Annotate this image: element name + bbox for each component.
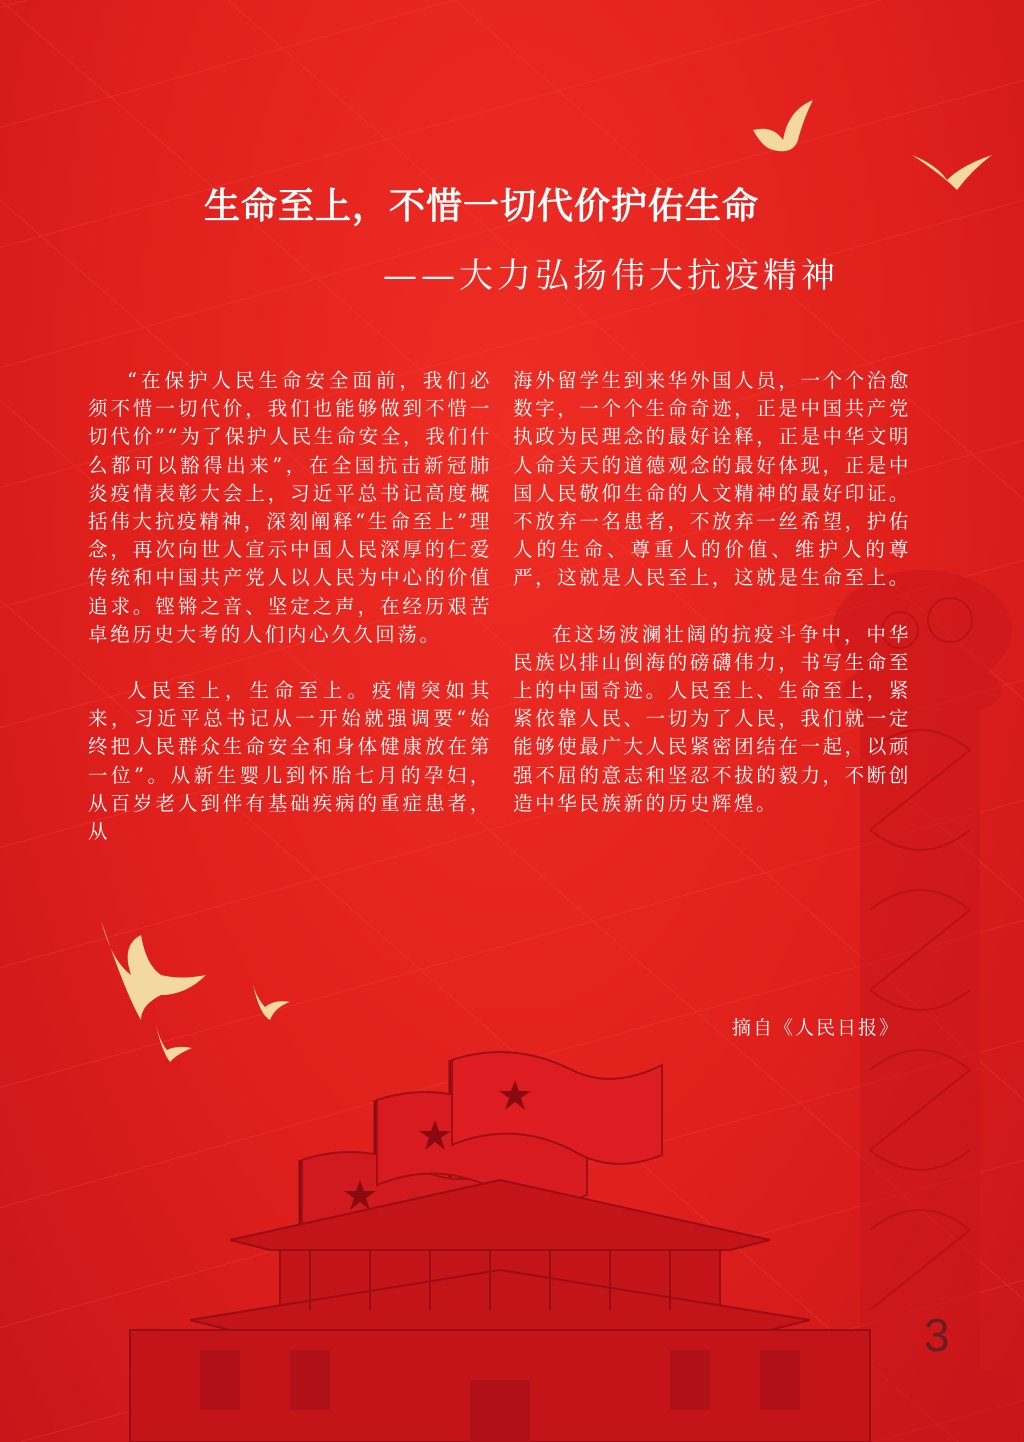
dove-icon [150, 1022, 195, 1062]
paragraph: 海外留学生到来华外国人员，一个个治愈数字，一个个生命奇迹，正是中国共产党执政为民理念的最好诠释，正是中华文明人命关天的道德观念的最好体现，正是中国人民敬仰生命的人文精神的最好印证。不放弃一名患者，不放弃一丝希望，护佑人的生命、尊重人的价值、维护人的尊严，这就是人民至上，这就是生命至上。 [513, 369, 911, 590]
left-column [88, 367, 492, 846]
dove-icon [96, 920, 206, 1020]
paragraph: “在保护人民生命安全面前，我们必须不惜一切代价，我们也能够做到不惜一切代价”“为了保护人民生命安全，我们什么都可以豁得出来”，在全国抗击新冠肺炎疫情表彰大会上，习近平总书记高度概括伟大抗疫精神，深刻阐释“生命至上”理念，再次向世人宣示中国人民深厚的仁爱传统和中国共产党人以人民为中心的价值追求。铿锵之音、坚定之声，在经历艰苦卓绝历史大考的人们内心久久回荡。 [88, 369, 492, 646]
tiananmen-gate-illustration [110, 1150, 890, 1442]
paragraph: 在这场波澜壮阔的抗疫斗争中，中华民族以排山倒海的磅礴伟力，书写生命至上的中国奇迹。人民至上、生命至上，紧紧依靠人民、一切为了人民，我们就一定能够使最广大人民紧密团结在一起，以顽强不屈的意志和坚忍不拔的毅力，不断创造中华民族新的历史辉煌。 [513, 622, 911, 815]
dove-icon [748, 95, 818, 160]
main-title: 生命至上，不惜一切代价护佑生命 [204, 186, 760, 227]
page-number: 3 [924, 1309, 950, 1361]
sub-title: ——大力弘扬伟大抗疫精神 [383, 256, 839, 296]
dove-icon [248, 985, 293, 1020]
source-citation: 摘自《人民日报》 [732, 1017, 901, 1039]
right-column [513, 367, 911, 818]
paragraph: 人民至上，生命至上。疫情突如其来，习近平总书记从一开始就强调要“始终把人民群众生命安全和身体健康放在第一位”。从新生婴儿到怀胎七月的孕妇，从百岁老人到伴有基础疾病的重症患者，从 [88, 679, 492, 844]
